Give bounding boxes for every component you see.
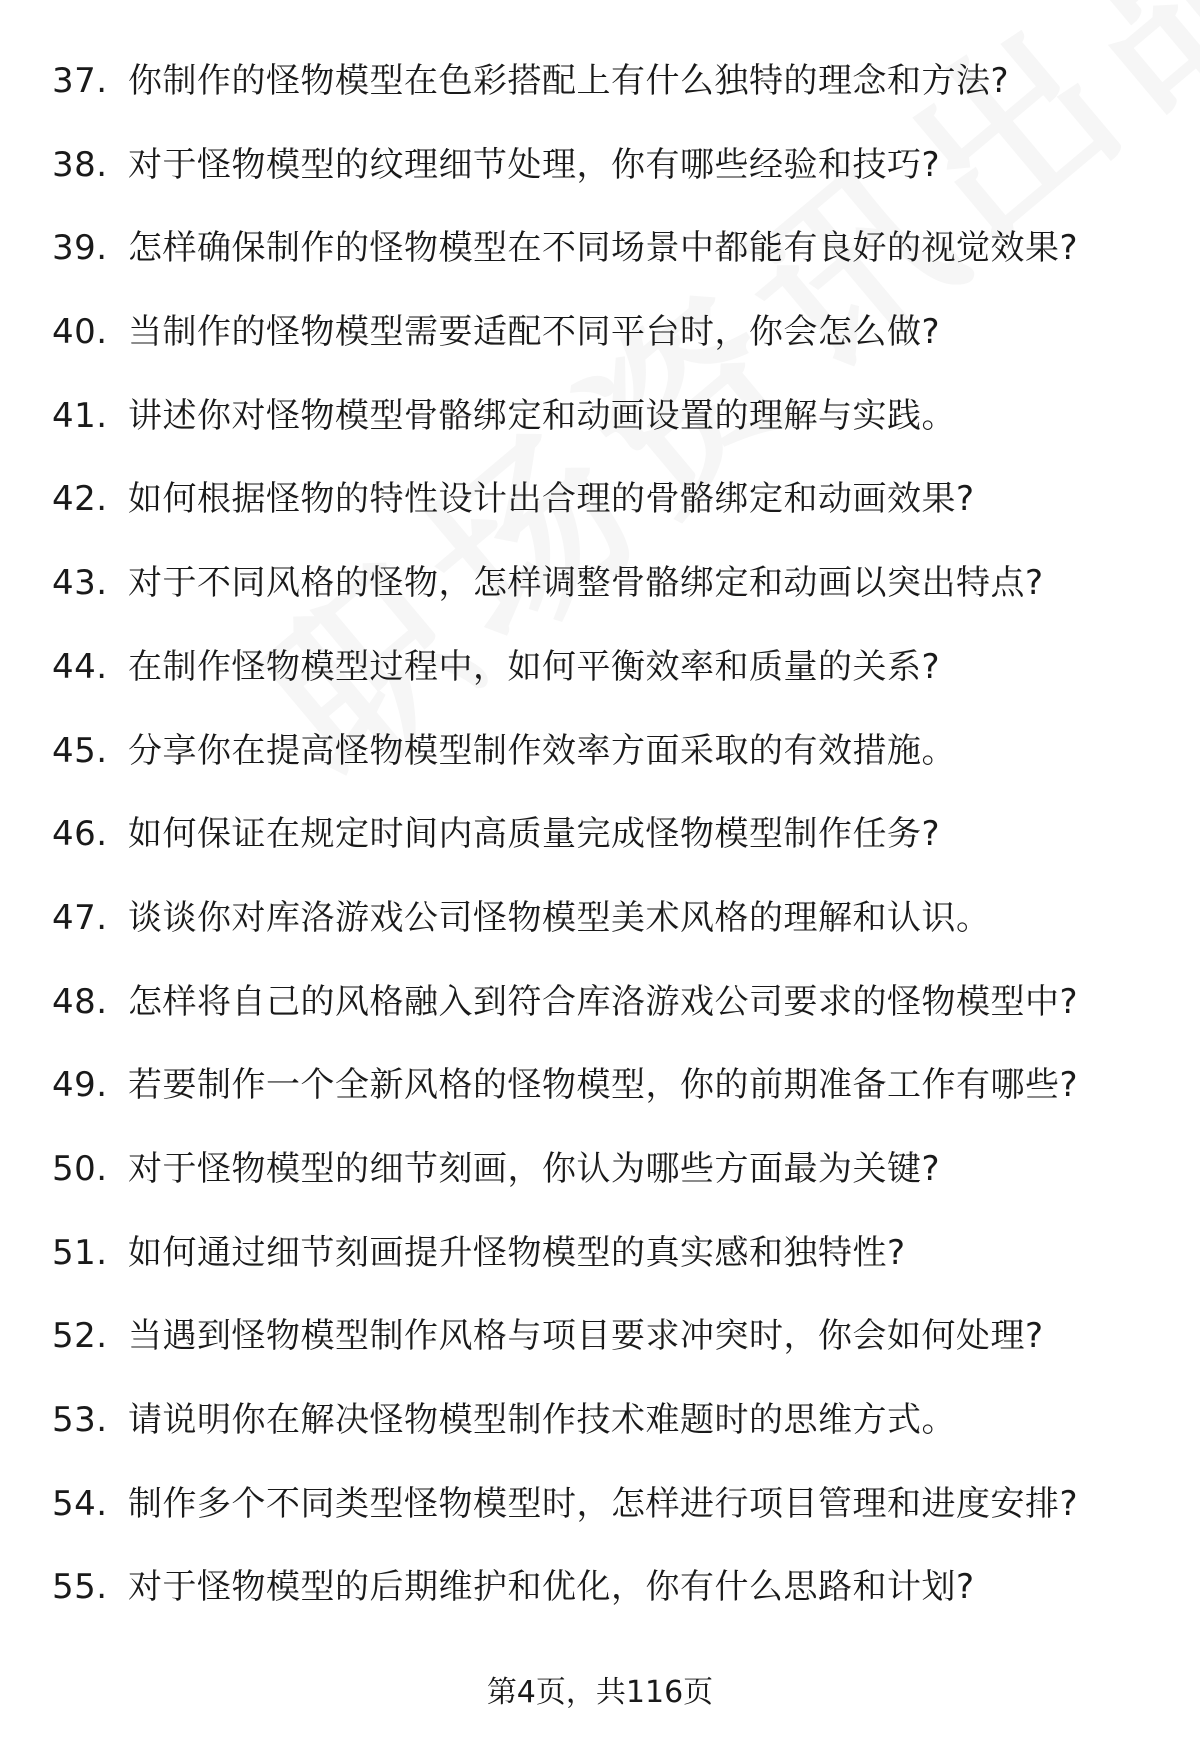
question-number: 42. [52,479,108,520]
question-number: 55. [52,1567,108,1608]
question-item [52,470,1162,554]
question-number: 49. [52,1065,108,1106]
question-item [52,554,1162,638]
question-number: 39. [52,228,108,269]
question-text: 分享你在提高怪物模型制作效率方面采取的有效措施。 [128,730,956,771]
question-item [52,1307,1162,1391]
question-number: 38. [52,144,108,185]
question-item [52,387,1162,471]
page-number-label: 第4页，共116页 [486,1675,714,1710]
question-number: 48. [52,981,108,1022]
question-item [52,638,1162,722]
question-text: 对于不同风格的怪物，怎样调整骨骼绑定和动画以突出特点? [128,563,1044,604]
question-text: 在制作怪物模型过程中，如何平衡效率和质量的关系? [128,646,941,687]
question-text: 对于怪物模型的纹理细节处理，你有哪些经验和技巧? [128,144,941,185]
question-item [52,303,1162,387]
question-text: 怎样将自己的风格融入到符合库洛游戏公司要求的怪物模型中? [128,981,1079,1022]
question-text: 当制作的怪物模型需要适配不同平台时，你会怎么做? [128,312,941,353]
question-text: 怎样确保制作的怪物模型在不同场景中都能有良好的视觉效果? [128,228,1079,269]
question-item [52,1140,1162,1224]
question-text: 讲述你对怪物模型骨骼绑定和动画设置的理解与实践。 [128,395,956,436]
question-number: 47. [52,897,108,938]
question-item [52,1056,1162,1140]
question-list [52,52,1162,1642]
question-text: 当遇到怪物模型制作风格与项目要求冲突时，你会如何处理? [128,1316,1044,1357]
question-text: 谈谈你对库洛游戏公司怪物模型美术风格的理解和认识。 [128,897,991,938]
question-text: 如何保证在规定时间内高质量完成怪物模型制作任务? [128,814,941,855]
question-text: 请说明你在解决怪物模型制作技术难题时的思维方式。 [128,1400,956,1440]
page-footer [0,1673,1200,1713]
question-number: 44. [52,646,108,687]
question-number: 54. [52,1483,108,1524]
question-text: 若要制作一个全新风格的怪物模型，你的前期准备工作有哪些? [128,1065,1079,1106]
question-item [52,805,1162,889]
question-text: 如何根据怪物的特性设计出合理的骨骼绑定和动画效果? [128,479,975,520]
question-number: 53. [52,1400,108,1440]
question-number: 52. [52,1316,108,1357]
question-item [52,973,1162,1057]
question-number: 37. [52,61,108,101]
question-item [52,1558,1162,1642]
question-number: 46. [52,814,108,855]
question-text: 对于怪物模型的后期维护和优化，你有什么思路和计划? [128,1567,975,1608]
question-item [52,1391,1162,1475]
question-number: 41. [52,395,108,436]
question-item [52,1475,1162,1559]
question-text: 制作多个不同类型怪物模型时，怎样进行项目管理和进度安排? [128,1483,1079,1524]
question-item [52,52,1162,136]
question-number: 43. [52,563,108,604]
question-text: 如何通过细节刻画提升怪物模型的真实感和独特性? [128,1232,906,1273]
question-number: 45. [52,730,108,771]
question-item [52,889,1162,973]
question-text: 你制作的怪物模型在色彩搭配上有什么独特的理念和方法? [128,61,1010,101]
question-text: 对于怪物模型的细节刻画，你认为哪些方面最为关键? [128,1148,941,1189]
question-item [52,722,1162,806]
question-number: 51. [52,1232,108,1273]
question-item [52,219,1162,303]
question-item [52,136,1162,220]
question-item [52,1224,1162,1308]
question-number: 40. [52,312,108,353]
question-number: 50. [52,1148,108,1189]
